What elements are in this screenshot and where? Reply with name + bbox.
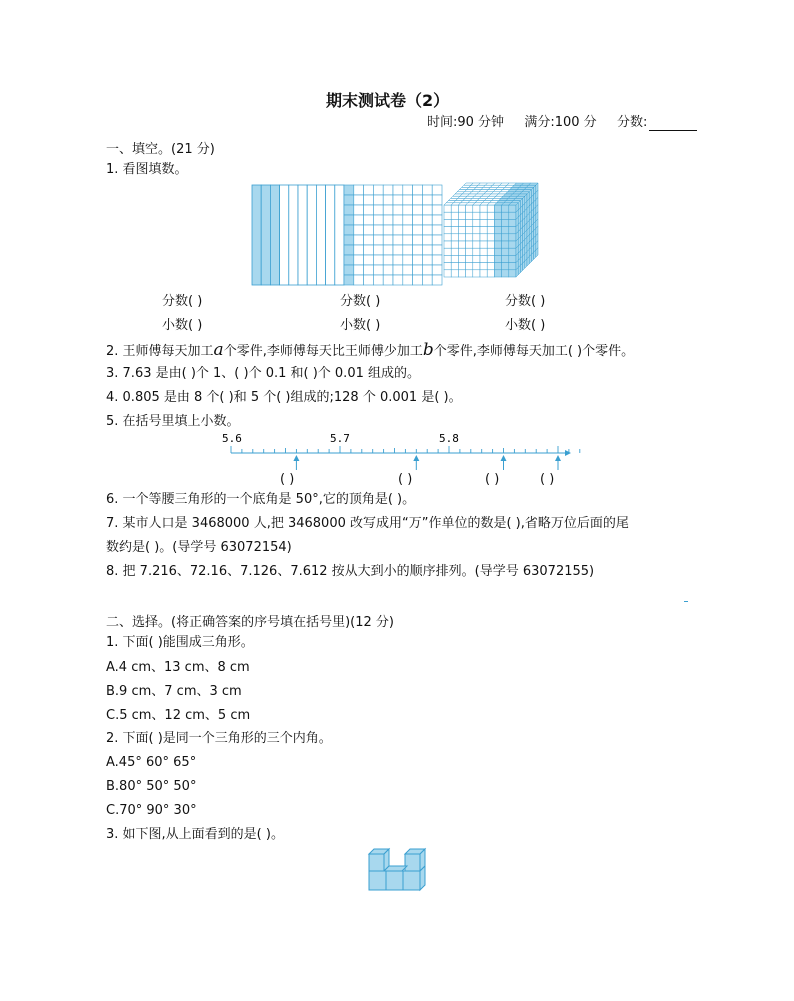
s2-q3-text: 3. 如下图,从上面看到的是( )。 [106,827,284,842]
cube-front-cell [494,205,501,212]
cube-front-cell [509,219,516,226]
grid-cell [344,215,354,225]
strip [307,185,316,285]
q1-c-decimal[interactable]: 小数( ) [505,318,546,333]
strip [289,185,298,285]
strip [326,185,335,285]
cube-front-cell [458,248,465,255]
cube-front-cell [466,227,473,234]
grid-cell [354,215,364,225]
cube-front-cell [494,219,501,226]
cube-front-cell [473,205,480,212]
grid-cell [344,265,354,275]
grid-cell [413,215,423,225]
grid-cell [393,205,403,215]
cube-front-cell [473,219,480,226]
grid-cell [344,205,354,215]
cube-front-cell [487,270,494,277]
var-a: a [213,340,224,360]
cube-front-cell [458,219,465,226]
cube-front-cell [509,212,516,219]
cube-front-cell [458,270,465,277]
q1-b-fraction[interactable]: 分数( ) [340,294,381,309]
cube-front-cell [502,263,509,270]
cube-front-cell [466,270,473,277]
cube-front-cell [466,263,473,270]
cube-front-cell [473,270,480,277]
grid-cell [393,265,403,275]
cube-front-cell [458,234,465,241]
grid-cell [432,245,442,255]
s2-q1-option-b[interactable]: B.9 cm、7 cm、3 cm [106,684,242,699]
cube-front-cell [502,241,509,248]
cube-front-cell [509,205,516,212]
hundredths-grid [344,185,442,285]
q1-text: 1. 看图填数。 [106,162,188,177]
cube-front-cell [444,219,451,226]
cube-front-cell [473,255,480,262]
q3-text: 3. 7.63 是由( )个 1、( )个 0.1 和( )个 0.01 组成的。 [106,366,420,381]
cube-front-cell [458,227,465,234]
grid-cell [422,185,432,195]
cube-front-cell [494,234,501,241]
cube-front-cell [487,241,494,248]
cube-bottom-side [420,866,425,890]
q7-line1: 7. 某市人口是 3468000 人,把 3468000 改写成用“万”作单位的数是( ),省略万位后面的尾 [106,516,629,531]
grid-cell [364,195,374,205]
cube-front-cell [458,205,465,212]
cube-front-cell [473,212,480,219]
q5-blank-2[interactable]: ( ) [398,472,413,487]
cube-front-cell [487,205,494,212]
strip [261,185,270,285]
grid-cell [432,225,442,235]
grid-cell [354,225,364,235]
grid-cell [413,245,423,255]
cube-front-cell [451,270,458,277]
grid-cell [383,255,393,265]
cube-front-cell [451,205,458,212]
cube-front-cell [480,270,487,277]
cube-front-cell [487,234,494,241]
time-info: 时间:90 分钟 [427,115,505,130]
grid-cell [364,245,374,255]
strip [335,185,344,285]
s2-q1-option-c[interactable]: C.5 cm、12 cm、5 cm [106,708,251,723]
cube-front-cell [509,270,516,277]
grid-cell [393,275,403,285]
grid-cell [364,185,374,195]
q5-blank-1[interactable]: ( ) [280,472,295,487]
grid-cell [413,265,423,275]
grid-cell [413,235,423,245]
grid-cell [354,195,364,205]
grid-cell [432,255,442,265]
grid-cell [344,185,354,195]
cube-front-cell [502,219,509,226]
score-label: 分数: [616,115,648,130]
grid-cell [373,245,383,255]
cube-front-cell [494,248,501,255]
grid-cell [354,205,364,215]
cube-front-cell [502,234,509,241]
cube-front-cell [509,255,516,262]
cube-front-cell [444,205,451,212]
marker-arrowhead [413,455,419,461]
grid-cell [344,245,354,255]
cube-front-cell [451,234,458,241]
cube-front-cell [480,241,487,248]
cube-front-cell [487,212,494,219]
cube-front-cell [466,234,473,241]
q4-text: 4. 0.805 是由 8 个( )和 5 个( )组成的;128 个 0.001 是( )。 [106,390,462,405]
grid-cell [364,205,374,215]
marker-arrowhead [555,455,561,461]
cube-front-cell [487,219,494,226]
cube-front-cell [451,241,458,248]
cube-front-cell [444,227,451,234]
cube-front-cell [480,219,487,226]
cube-front-cell [494,263,501,270]
cube-front-cell [473,241,480,248]
q1-figure [250,183,550,293]
cube-front-cell [458,212,465,219]
q7-line2: 数约是( )。(导学号 63072154) [106,540,292,555]
grid-cell [344,195,354,205]
grid-cell [383,225,393,235]
grid-cell [364,235,374,245]
grid-cell [364,225,374,235]
page-title: 期末测试卷（2） [326,91,450,110]
cube-front-cell [502,248,509,255]
cube-bottom-right [403,871,420,890]
cube-front-cell [466,241,473,248]
grid-cell [373,205,383,215]
q1-a-decimal[interactable]: 小数( ) [162,318,203,333]
q8-text: 8. 把 7.216、72.16、7.126、7.612 按从大到小的顺序排列。(导学号 63072155) [106,564,595,579]
grid-cell [403,195,413,205]
grid-cell [432,215,442,225]
cube-bottom-mid [386,871,403,890]
s2-q2-option-c[interactable]: C.70° 90° 30° [106,803,197,818]
cube-front-cell [480,234,487,241]
grid-cell [344,255,354,265]
grid-cell [422,275,432,285]
grid-cell [422,225,432,235]
grid-cell [393,185,403,195]
cube-front-cell [509,248,516,255]
axis-ticks [231,446,580,453]
grid-cell [354,275,364,285]
cube-front-cell [473,234,480,241]
cube-front-cell [480,227,487,234]
var-b: b [422,340,434,360]
cube-front-cell [480,263,487,270]
grid-cell [422,215,432,225]
tick-label-3: 5.8 [439,432,459,445]
cube-front-cell [473,263,480,270]
cube-front-cell [458,241,465,248]
grid-cell [422,235,432,245]
q5-blank-4[interactable]: ( ) [540,472,555,487]
cube-front-cell [487,248,494,255]
grid-cell [383,275,393,285]
cube-front-cell [451,248,458,255]
q1-a-fraction[interactable]: 分数( ) [162,294,203,309]
cube-front-cell [466,205,473,212]
grid-cell [383,195,393,205]
cube-front-cell [487,263,494,270]
cube-front-cell [502,205,509,212]
grid-cell [373,215,383,225]
cube-front-cell [451,212,458,219]
grid-cell [432,195,442,205]
grid-cell [393,225,403,235]
grid-cell [393,255,403,265]
grid-cell [413,255,423,265]
cube-front-cell [494,227,501,234]
s2-q2-option-b[interactable]: B.80° 50° 50° [106,779,197,794]
grid-cell [373,275,383,285]
cube-top-left-front [369,854,384,871]
grid-cell [403,245,413,255]
grid-cell [432,185,442,195]
cube-front-cell [466,248,473,255]
full-score-info: 满分:100 分 [524,115,597,130]
cube-front-cell [444,234,451,241]
cube-front-cell [480,212,487,219]
grid-cell [432,275,442,285]
cube-stack-figure [364,845,434,895]
grid-cell [344,225,354,235]
cube-front-cell [444,212,451,219]
grid-cell [393,235,403,245]
grid-cell [403,205,413,215]
cube-front-cell [444,241,451,248]
s2-q2-text: 2. 下面( )是同一个三角形的三个内角。 [106,731,332,746]
cube-front-cell [509,263,516,270]
cube-front-cell [458,263,465,270]
cube-front-cell [502,270,509,277]
cube-front-cell [480,255,487,262]
grid-cell [383,185,393,195]
exam-info [427,115,697,131]
thousandths-cube [444,183,538,277]
cube-front-cell [494,212,501,219]
cube-front-cell [466,219,473,226]
cube-front-cell [480,205,487,212]
grid-cell [403,215,413,225]
grid-cell [354,185,364,195]
grid-cell [422,245,432,255]
grid-cell [403,225,413,235]
grid-cell [413,275,423,285]
q1-b-decimal[interactable]: 小数( ) [340,318,381,333]
cube-bottom-left [369,871,386,890]
grid-cell [432,265,442,275]
cube-front-cell [509,227,516,234]
cube-front-cell [494,270,501,277]
cube-front-cell [444,248,451,255]
cube-front-cell [444,263,451,270]
cube-front-cell [451,219,458,226]
tick-label-1: 5.6 [222,432,242,445]
cube-front-cell [451,263,458,270]
cube-front-cell [502,255,509,262]
marker-arrowhead [501,455,507,461]
grid-cell [373,235,383,245]
grid-cell [364,265,374,275]
grid-cell [422,205,432,215]
grid-cell [403,255,413,265]
grid-cell [344,235,354,245]
grid-cell [422,195,432,205]
grid-cell [364,275,374,285]
grid-cell [413,205,423,215]
grid-cell [432,235,442,245]
grid-cell [383,235,393,245]
cube-front-cell [473,227,480,234]
grid-cell [373,195,383,205]
tick-label-2: 5.7 [330,432,350,445]
cube-front-cell [451,255,458,262]
grid-cell [413,195,423,205]
axis-arrowhead [565,450,571,456]
q5-blank-3[interactable]: ( ) [485,472,500,487]
grid-cell [373,225,383,235]
section1-heading: 一、填空。(21 分) [106,142,215,157]
q2-text: 2. 王师傅每天加工a个零件,李师傅每天比王师傅少加工b个零件,李师傅每天加工( )个零件。 [106,340,635,360]
q6-text: 6. 一个等腰三角形的一个底角是 50°,它的顶角是( )。 [106,492,416,507]
strip [270,185,279,285]
grid-cell [344,275,354,285]
grid-cell [422,255,432,265]
grid-cell [393,215,403,225]
cube-front-cell [502,227,509,234]
grid-cell [383,215,393,225]
grid-cell [403,235,413,245]
cube-top-right-front [405,854,420,871]
cube-front-cell [509,241,516,248]
grid-cell [403,265,413,275]
grid-cell [393,195,403,205]
grid-cell [413,225,423,235]
grid-cell [373,185,383,195]
grid-cell [383,265,393,275]
grid-cell [354,245,364,255]
grid-cell [383,205,393,215]
q5-text: 5. 在括号里填上小数。 [106,414,240,429]
q1-c-fraction[interactable]: 分数( ) [505,294,546,309]
stray-mark [684,601,688,602]
grid-cell [354,265,364,275]
s2-q2-option-a[interactable]: A.45° 60° 65° [106,755,197,770]
cube-front-cell [494,255,501,262]
cube-front-cell [502,212,509,219]
s2-q1-text: 1. 下面( )能围成三角形。 [106,635,254,650]
cube-front-cell [494,241,501,248]
grid-cell [373,255,383,265]
grid-cell [364,255,374,265]
score-blank[interactable] [649,118,697,131]
tenths-grid [252,185,344,285]
strip [252,185,261,285]
grid-cell [364,215,374,225]
cube-front-cell [487,227,494,234]
axis-markers [293,455,561,470]
strip [280,185,289,285]
grid-cell [422,265,432,275]
grid-cell [354,235,364,245]
cube-front-cell [473,248,480,255]
cube-front-cell [451,227,458,234]
cube-front-cell [466,255,473,262]
grid-cell [432,205,442,215]
cube-front-cell [480,248,487,255]
grid-cell [413,185,423,195]
grid-cell [403,185,413,195]
strip [316,185,325,285]
cube-front-cell [466,212,473,219]
cube-front-cell [487,255,494,262]
marker-arrowhead [293,455,299,461]
cube-front-cell [509,234,516,241]
section2-heading: 二、选择。(将正确答案的序号填在括号里)(12 分) [106,615,394,630]
grid-cell [383,245,393,255]
s2-q1-option-a[interactable]: A.4 cm、13 cm、8 cm [106,660,250,675]
grid-cell [403,275,413,285]
grid-cell [373,265,383,275]
cube-front-cell [444,270,451,277]
strip [298,185,307,285]
cube-front-cell [458,255,465,262]
grid-cell [354,255,364,265]
grid-cell [393,245,403,255]
cube-front-cell [444,255,451,262]
